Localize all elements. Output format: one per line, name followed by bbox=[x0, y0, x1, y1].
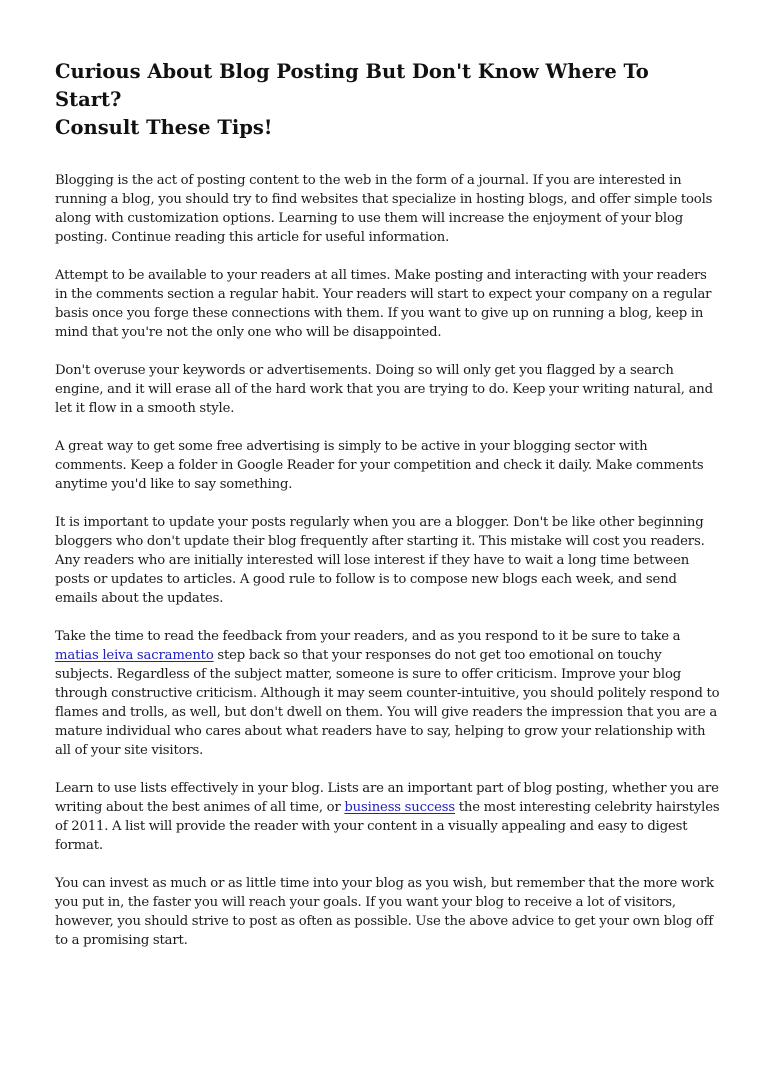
paragraph-keywords: Don't overuse your keywords or advertisements. Doing so will only get you flagged by a search engine, and it will erase all of the hard work that you are trying to do. Keep your writing natural, and let it flow in a smooth style. bbox=[55, 363, 713, 416]
business-success-link[interactable]: business success bbox=[344, 800, 455, 815]
paragraph-feedback bbox=[55, 627, 720, 760]
paragraph-update-posts: It is important to update your posts regularly when you are a blogger. Don't be like other beginning bloggers who don't update their blog frequently after starting it. This mistake will cost you readers. Any readers who are initially interested will lose interest if they have to wait a long time between posts or updates to articles. A good rule to follow is to compose new blogs each week, and send emails about the updates. bbox=[55, 515, 705, 606]
article-title-line-2: Consult These Tips! bbox=[55, 116, 273, 139]
paragraph-availability: Attempt to be available to your readers at all times. Make posting and interacting with your readers in the comments section a regular habit. Your readers will start to expect your company on a regular basis once you forge these connections with them. If you want to give up on running a blog, keep in mind that you're not the only one who will be disappointed. bbox=[55, 268, 712, 340]
paragraph-lists-text-after: the most interesting celebrity hairstyles of 2011. A list will provide the reader with your content in a visually appealing and easy to digest format. bbox=[55, 800, 720, 853]
article-title bbox=[55, 58, 720, 142]
paragraph-feedback-text-after: step back so that your responses do not get too emotional on touchy subjects. Regardless of the subject matter, someone is sure to offer criticism. Improve your blog through constructive criticism. Although it may seem counter-intuitive, you should politely respond to flames and trolls, as well, but don't dwell on them. You will give readers the impression that you are a mature individual who cares about what readers have to say, helping to grow your relationship with all of your site visitors. bbox=[55, 648, 720, 758]
paragraph-lists-text-before: Learn to use lists effectively in your blog. Lists are an important part of blog posting, whether you are writing about the best animes of all time, or bbox=[55, 781, 719, 815]
paragraph-conclusion: You can invest as much or as little time into your blog as you wish, but remember that the more work you put in, the faster you will reach your goals. If you want your blog to receive a lot of visitors, however, you should strive to post as often as possible. Use the above advice to get your own blog off to a promising start. bbox=[55, 876, 714, 948]
paragraph-feedback-text-before: Take the time to read the feedback from your readers, and as you respond to it be sure to take a bbox=[55, 629, 681, 644]
paragraph-advertising: A great way to get some free advertising is simply to be active in your blogging sector with comments. Keep a folder in Google Reader for your competition and check it daily. Make comments anytime you'd like to say something. bbox=[55, 439, 704, 492]
paragraph-lists bbox=[55, 779, 720, 855]
matias-leiva-sacramento-link[interactable]: matias leiva sacramento bbox=[55, 648, 214, 663]
document-page bbox=[55, 58, 720, 969]
article-title-line-1: Curious About Blog Posting But Don't Know Where To Start? bbox=[55, 60, 649, 111]
paragraph-intro: Blogging is the act of posting content to the web in the form of a journal. If you are interested in running a blog, you should try to find websites that specialize in hosting blogs, and offer simple tools along with customization options. Learning to use them will increase the enjoyment of your blog posting. Continue reading this article for useful information. bbox=[55, 173, 713, 245]
